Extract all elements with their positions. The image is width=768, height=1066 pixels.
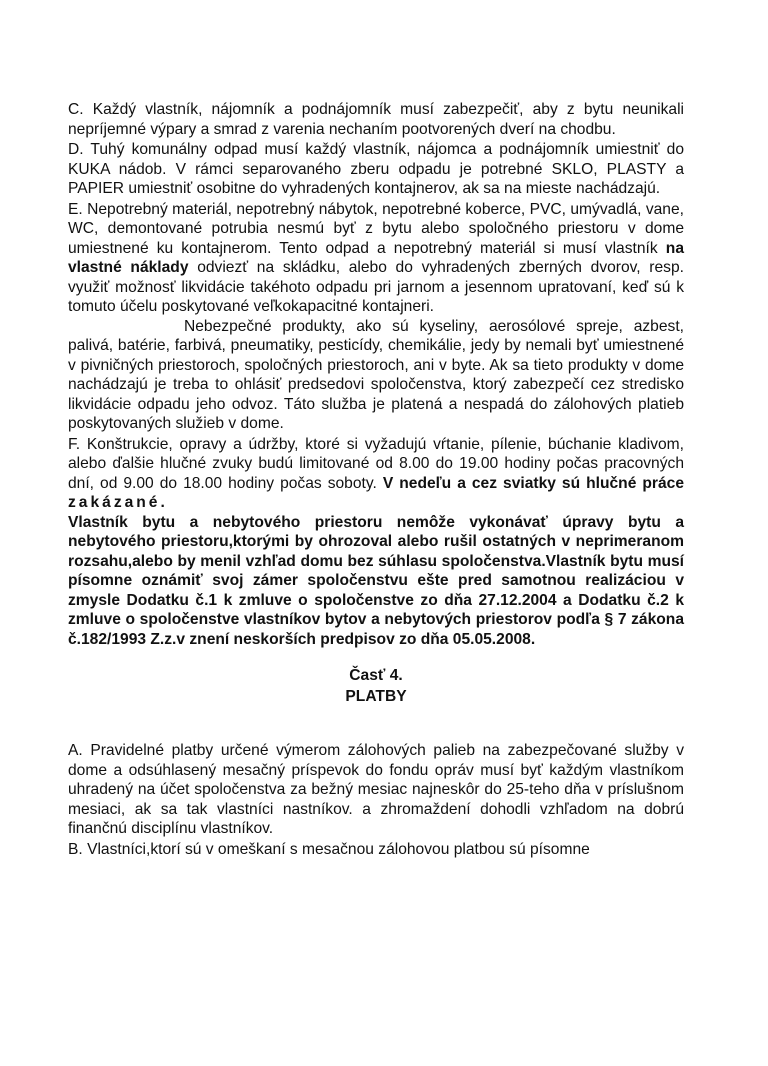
paragraph-e [68, 200, 684, 317]
paragraph-f-bold: V nedeľu a cez sviatky sú hlučné práce [382, 474, 684, 492]
paragraph-c: C. Každý vlastník, nájomník a podnájomník musí zabezpečiť, aby z bytu neunikali nepríjemné výpary a smrad z varenia nechaním pootvorených dverí na chodbu. [68, 101, 684, 138]
paragraph-e-bold: na vlastné náklady [68, 239, 684, 276]
document-page [68, 100, 684, 859]
section-subtitle: PLATBY [345, 688, 407, 705]
paragraph-e-text-1: E. Nepotrebný materiál, nepotrebný nábytok, nepotrebné koberce, PVC, umývadlá, vane, WC, demontované potrubia nesmú byť z bytu alebo spoločného priestoru v dome umiestnené ku kontajnerom. Tento odpad a nepotrebný materiál si musí vlastník [68, 200, 684, 257]
paragraph-owner-notice: Vlastník bytu a nebytového priestoru nemôže vykonávať úpravy bytu a nebytového priestoru,ktorými by ohrozoval alebo rušil ostatných v neprimeranom rozsahu,alebo by menil vzhľad domu bez súhlasu spoločenstva.Vlastník bytu musí písomne oznámiť svoj zámer spoločenstvu ešte pred samotnou realizáciou v zmysle Dodatku č.1 k zmluve o spoločenstve zo dňa 27.12.2004 a Dodatku č.2 k zmluve o spoločenstve vlastníkov bytov a nebytových priestorov podľa § 7 zákona č.182/1993 Z.z.v znení neskorších predpisov zo dňa 05.05.2008. [68, 513, 684, 648]
paragraph-f-bold-spaced: zakázané. [68, 494, 168, 511]
paragraph-hazardous: Nebezpečné produkty, ako sú kyseliny, aerosólové spreje, azbest, palivá, batérie, farbivá, pneumatiky, pesticídy, chemikálie, jedy by nemali byť umiestnené v pivničných priestoroch, spoločných priestoroch, ani v byte. Ak sa tieto produkty v dome nachádzajú je treba to ohlásiť predsedovi spoločenstva, ktorý zabezpečí cez stredisko likvidácie odpadu jeho odvoz. Táto služba je platená a nespadá do zálohových platieb poskytovaných služieb v dome. [68, 317, 684, 432]
paragraph-payments-a: A. Pravidelné platby určené výmerom zálohových palieb na zabezpečované služby v dome a odsúhlasený mesačný príspevok do fondu opráv musí byť každým vlastníkom uhradený na účet spoločenstva za bežný mesiac najneskôr do 25-teho dňa v príslušnom mesiaci, ak sa tak vlastníci nastníkov. a zhromaždení dohodli vzhľadom na dobrú finančnú disciplínu vlastníkov. [68, 742, 684, 837]
paragraph-f [68, 435, 684, 513]
paragraph-d: D. Tuhý komunálny odpad musí každý vlastník, nájomca a podnájomník umiestniť do KUKA nádob. V rámci separovaného zberu odpadu je potrebné SKLO, PLASTY a PAPIER umiestniť osobitne do vyhradených kontajnerov, ak sa na mieste nachádzajú. [68, 141, 684, 197]
section-title: Časť 4. [349, 667, 403, 684]
paragraph-payments-b: B. Vlastníci,ktorí sú v omeškaní s mesačnou zálohovou platbou sú písomne [68, 840, 590, 858]
paragraph-e-text-2: odviezť na skládku, alebo do vyhradených zberných dvorov, resp. využiť možnosť likvidácie takéhoto odpadu pri jarnom a jesennom upratovaní, keď sú k tomuto účelu poskytované veľkokapacitné kontajneri. [68, 259, 684, 315]
paragraph-f-text: F. Konštrukcie, opravy a údržby, ktoré si vyžadujú vŕtanie, pílenie, búchanie kladivom, alebo ďalšie hlučné zvuky budú limitované od 8.00 do 19.00 hodiny počas pracovných dní, od 9.00 do 18.00 hodiny počas soboty. [68, 435, 684, 492]
section-heading [68, 665, 684, 707]
